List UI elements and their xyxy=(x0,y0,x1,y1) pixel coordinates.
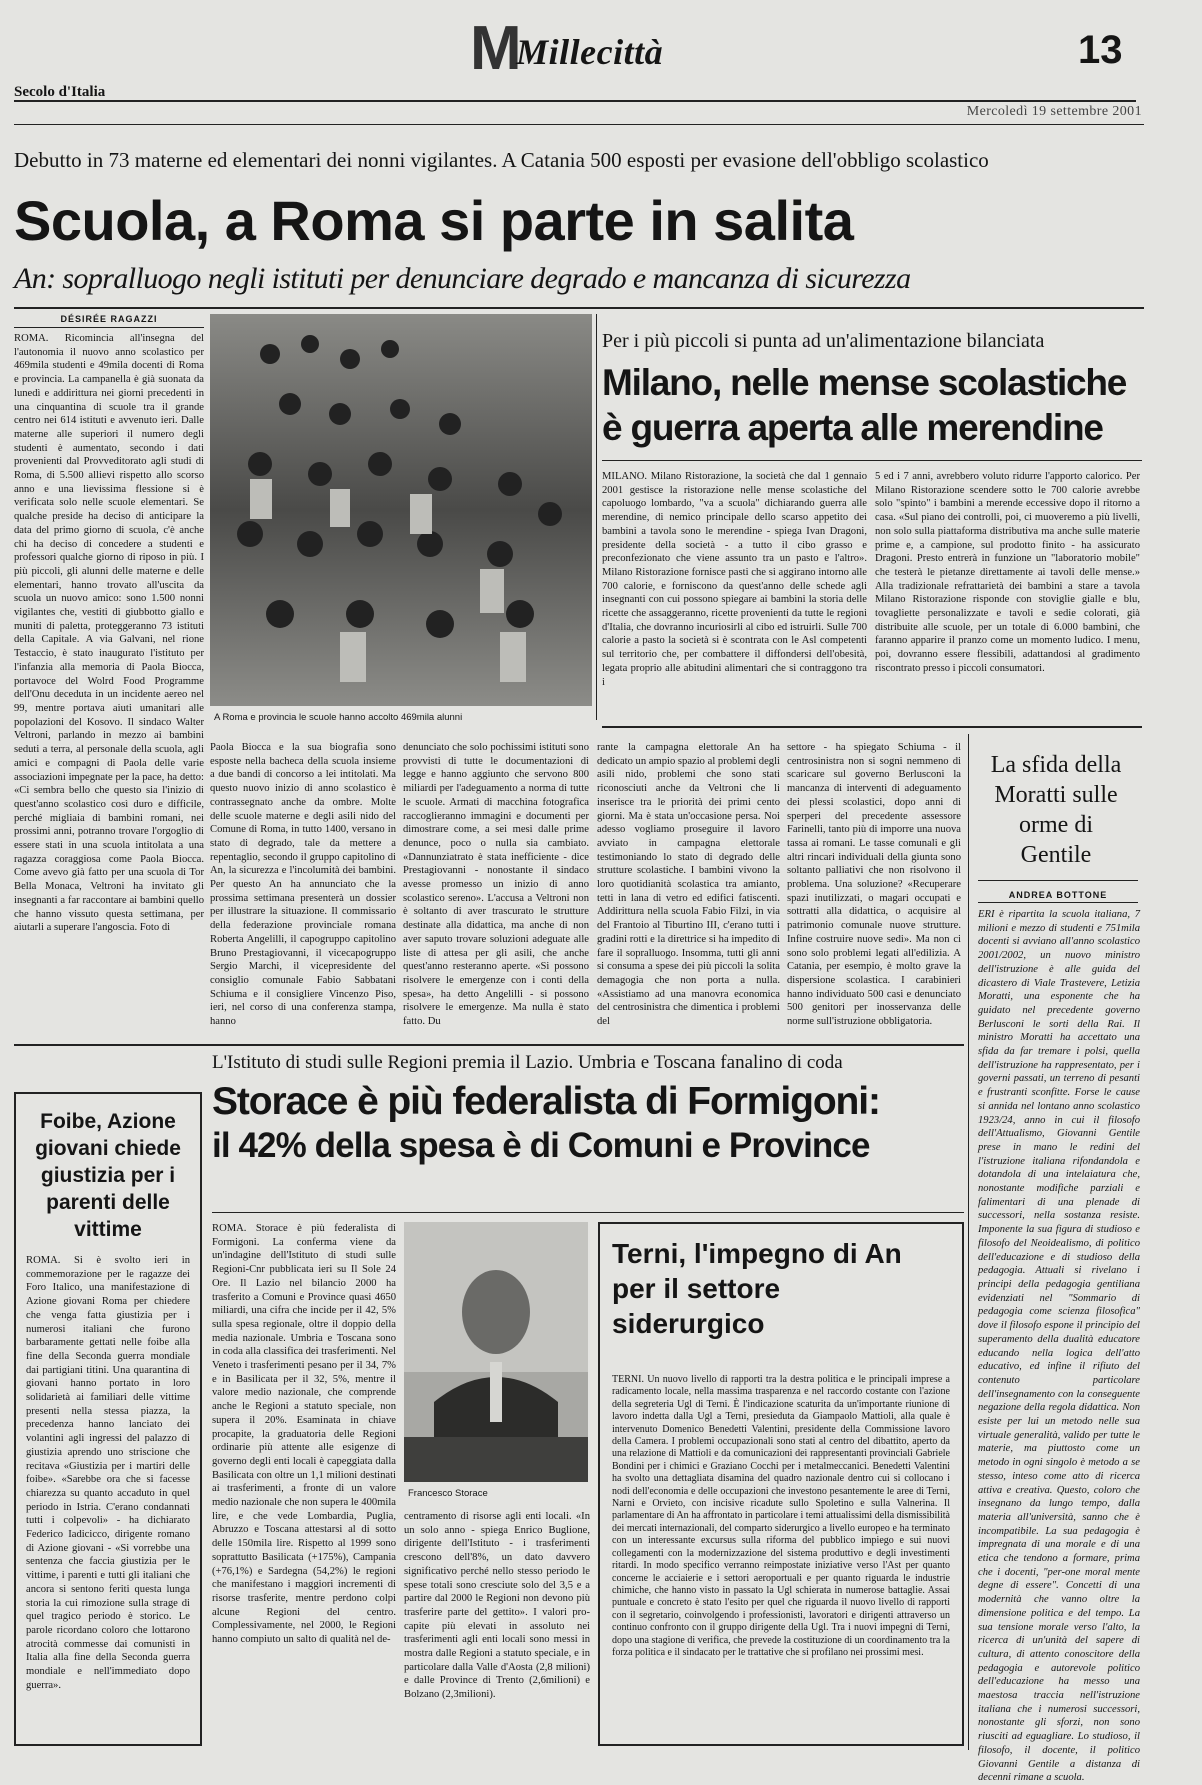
lead-col-5: settore - ha spiegato Schiuma - il centrosinistra non si sogni nemmeno di scaricare sul governo Berlusconi la mancanza di interventi di adeguamento dei plessi scolastici, dopo anni di sperperi del precedente assessore Farinelli, tanto più di imporre una nuova tassa ai romani. Le tasse comunali e gli altri rincari individuali della giunta sono soltanto palliativi che non risolvono il problema. Una soluzione? «Recuperare spazi inutilizzati, o magari occupati e sottratti alla didattica, o acquisire al patrimonio comunale nuove strutture. Infine costruire nuove sedi». Ma non ci sono solo problemi legati all'edilizia. A Catania, per esempio, è molto grave la dispersione scolastica. I carabinieri hanno individuato 500 casi e denunciato 500 genitori per inosservanza delle norme sull'istruzione obbligatoria. xyxy=(787,742,961,1028)
lead-photo-caption: A Roma e provincia le scuole hanno accolto 469mila alunni xyxy=(214,712,463,723)
terni-headline: Terni, l'impegno di An per il settore siderurgico xyxy=(612,1238,902,1339)
moratti-headline: La sfida della Moratti sulle orme di Gentile xyxy=(990,752,1122,868)
lead-headline: Scuola, a Roma si parte in salita xyxy=(14,189,854,252)
school-children-photo xyxy=(210,314,592,706)
storace-headline-line-1: Storace è più federalista di Formigoni: xyxy=(212,1080,880,1123)
lead-deck: An: sopralluogo negli istituti per denunciare degrado e mancanza di sicurezza xyxy=(14,262,911,295)
page-number: 13 xyxy=(1078,28,1123,72)
lead-col-1: ROMA. Ricomincia all'insegna del l'autonomia il nuovo anno scolastico per 469mila studenti e 49mila docenti di Roma e provincia. La campanella è già suonata da lunedì e addirittura nei giorni precedenti in una cinquantina di scuole tra il grande centro nei 614 istituti e avvenuto ieri. Dalle materne alle superiori il numero degli studenti è aumentato, secondo i dati provenienti dal Provveditorato agli studi di Roma, di 5.500 allievi rispetto allo scorso anno e una lievissima flessione si è verificata solo nelle scuole elementari. Se qualche preside ha deciso di anticipare la data del primo giorno di scuola, c'è anche chi ha deciso di concedere a studenti e professori qualche giorno di riposo in più. I più piccoli, gli alunni delle materne e delle elementari, hanno trovato all'uscita da scuola un nuovo amico: sono 1.500 nonni vigilantes che, vestiti di giubbotto giallo e muniti di paletta, proteggeranno 73 istituti della Capitale. A via Galvani, nel rione Testaccio, è stato inaugurato l'istituto per l'infanzia alla memoria di Paola Biocca, portavoce del Wolrd Food Programme dell'Onu deceduta in un incidente aereo nel 99, mentre portava aiuti umanitari alle popolazioni del Kosovo. Il sindaco Walter Veltroni, parlando in mezzo ai bambini seduti a terra, al personale della scuola, agli amici e compagni di Paola delle varie associazioni impegnate per la pace, ha detto: «Ci sembra bello che questo sia l'inizio di quest'anno scolastico così duro e difficile, perché migliaia di bambini romani, nei prossimi anni, potranno trovare l'orgoglio di essere stati in una scuola intitolata a una ragazza coraggiosa come Paola Biocca. Come avevo già fatto per una scuola di Tor Bella Monaca, Veltroni ha invitato gli insegnanti a far raccontare ai bambini quello che hanno vissuto questa settimana, per aiutarli a superare l'angoscia. Foto di xyxy=(14,333,204,934)
lead-col-3: denunciato che solo pochissimi istituti sono provvisti di tutte le documentazioni di legge e hanno aggiunto che servono 800 miliardi per l'adeguamento a norma di tutte le scuole. Armati di macchina fotografica raccoglieranno immagini e documenti per dimostrare come, a sei mesi dalle prime denunce, poco o nulla sia cambiato. «Dannunziatrato è stata inefficiente - dice Prestagiovanni - nonostante il sindaco avesse promesso un inizio di anno scolastico sereno». L'accusa a Veltroni non è soltanto di aver trascurato le strutture destinate alla didattica, ma anche di non aver saputo trovare soluzioni adeguate alle liste di attesa per gli asili, che anche quest'anno resteranno aperte. «Si possono risolvere le emergenze con i conti della spesa», ha detto Angelilli - si possono risolvere le emergenze. Ma nulla è stato fatto. Du xyxy=(403,742,589,1028)
milano-kicker: Per i più piccoli si punta ad un'alimentazione bilanciata xyxy=(602,330,1045,352)
storace-col-1: ROMA. Storace è più federalista di Formigoni. La conferma viene da un'indagine dell'Istituto di studi sulle Regioni-Cnr pubblicata ieri su Il Sole 24 Ore. Il Lazio nel bilancio 2000 ha trasferito a Comuni e Province quasi 4650 miliardi, una cifra che incide per il 42, 5% sulla spesa regionale, oltre il doppio della media nazionale. Umbria e Toscana sono in coda alla classifica dei trasferimenti. Nel Veneto i trasferimenti pesano per il 34, 7% e in Basilicata per il 32, 5%, mentre il valore medio nazionale, che comprende anche le Regioni a statuto speciale, non supera il 20%. Esaminata in chiave procapite, la graduatoria delle Regioni ordinarie più attente alle esigenze di governo degli enti locali è capeggiata dalla Basilicata con oltre un 1,1 milioni destinati ai trasferimenti, a fronte di un valore medio nazionale che non supera le 400mila lire, e che vede Lombardia, Puglia, Abruzzo e Toscana attestarsi al di sotto delle 150mila lire. Rispetto al 1999 sono soprattutto Basilicata (+175%), Campania (+76,1%) e Sardegna (54,2%) le regioni che manifestano i maggiori incrementi di risorse trasferite, mentre perdono colpi alcune Regioni del centro. Complessivamente, nel 2000, le Regioni hanno compiuto un salto di qualità nel de- xyxy=(212,1223,396,1646)
milano-col-2: 5 ed i 7 anni, avrebbero voluto ridurre l'apporto calorico. Per Milano Ristorazione scendere sotto le 700 calorie avrebbe solo "spinto" i bambini a merende eccessive dopo il ritorno a casa. «Sul piano dei controlli, poi, ci muoveremo a più livelli, non solo sulla piattaforma distributiva ma anche sulle materie prime e, a campione, sul prodotto finito - ha assicurato Dragoni. Presto entrerà in funzione un "laboratorio mobile" che testerà le pietanze direttamente ai tavoli delle mense.» Alla tradizionale refrattarietà dei bambini a stare a tavola Milano Ristorazione risponde con stoviglie gialle e blu, tovagliette personalizzate e tavoli e sedie colorati, già distribuite alle scuole, per un totale di 6.000 bambini, che faranno apparire il pranzo come un momento ludico. I menu, poi, dovranno essere flessibili, adattandosi al gradimento riscontrato presso i piccoli consumatori. xyxy=(875,471,1140,674)
lead-byline: DÉSIRÉE RAGAZZI xyxy=(60,314,158,324)
moratti-text: ERI è ripartita la scuola italiana, 7 milioni e mezzo di studenti e 751mila docenti si avviano all'anno scolastico 2001/2002, un nuovo ministro dell'istruzione è alle guida del dicastero di Viale Trastevere, Letizia Moratti, una esponente che ha guidato nel precedente governo Berlusconi le sorti della Rai. Il ministro Moratti ha accettato una sfida da far tremare i polsi, quella dell'istruzione ha rappresentato, per i governi passati, un terreno di pesanti e frustranti sconfitte. Forse le cause si annida nel lontano anno scolastico 1923/24, anno in cui il filosofo dell'Attualismo, Giovanni Gentile prese in mano le redini del l'istruzione italiana rifondandola e dotandola di una intelaiatura che, nonostante modifiche parziali e falimentari di una plenade di successori, nella sostanza resiste. Imponente la sua figura di studioso e filosofo del Neoidealismo, di politico dell'educazione e di studioso della pedagogia. Attuali si rivelano i principi della pedagogia gentiliana evidenziati nel "Sommario di pedagogia come scienza filosofica" dove il filosofo espone il principio del superamento della dualità educatore educando nella logica dell'atto educativo, ed infine il rifiuto del contenuto particolare dell'insegnamento con la conseguente negazione della regola didattica. Non esiste per lui un metodo nelle sua virtuale generalità, valido per tutte le materie, ma piuttosto come un metodo in ogni singolo è metodo a se stesso, inteso come atto di ricerca attiva e creativa. Questo, coloro che insegnano da lungo tempo, dalla materia all'università, sanno che è incompatibile. La sua pedagogia è impregnata di una morale e di una etica che tendono a formare, prima che i docenti, "per-one moral mente degne di essere". Concetti di una modernità che vanno oltre la dimensione politica e del tempo. La sua tensione morale verso l'alto, la ricerca di un'unità del sapere di cultura, di attento conoscitore della pedagogia e autorevole politico dell'educazione ha messo una maestosa traccia nell'istruzione italiana che i numerosi successori, nonostante gli sforzi, non sono riusciti ad eguagliare. Lo studioso, il filosofo, il docente, il politico Giovanni Gentile a distanza di decenni rimane a scuola. xyxy=(978,909,1140,1784)
moratti-byline: ANDREA BOTTONE xyxy=(1008,890,1108,900)
lead-kicker: Debutto in 73 materne ed elementari dei nonni vigilantes. A Catania 500 esposti per evasione dell'obbligo scolastico xyxy=(14,148,989,172)
school-children-photo-graphic xyxy=(210,314,592,706)
storace-photo-caption: Francesco Storace xyxy=(408,1488,488,1499)
issue-date: Mercoledì 19 settembre 2001 xyxy=(966,104,1142,119)
terni-text: TERNI. Un nuovo livello di rapporti tra la destra politica e le principali imprese a radicamento locale, nella massima trasparenza e nel raccordo costante con l'azione della segreteria Ugl di Terni. È l'indicazione scaturita da un'importante riunione di lavoro indetta dalla Ugl a Terni, presieduta da Giampaolo Mattioli, alla quale è intervenuto Domenico Benedetti Valentini, presidente della Commissione lavoro della Camera. I problemi occupazionali sono stati al centro del dibattito, aperto da una relazione di Mattioli e da comunicazioni dei rappresentanti provinciali Gabriele Bondini per i chimici e Graziano Cocchi per i metalmeccanici. Benedetti Valentini ha svolto una dettagliata disamina del quadro nazionale dentro cui si collocano i nodi dell'economia e delle occupazioni che investono pesantemente le aree di Terni, Narni e Orvieto, con incisive ricadute sullo Spoletino e sulla Valnerina. Il parlamentare di An ha affrontato in particolare i temi attualissimi della dismissibilità dei mercati internazionali, del comparto siderurgico a livello europeo e ha terminato con un interessante excursus sulla riforma del pubblico impiego e sui nuovi collegamenti con la modernizzazione del sistema produttivo e degli investimenti ritardi. In modo specifico verranno reimpostate iniziative verso l'Ast per quanto concerne le acciaierie e i settori aeroportuali e per quanto riguarda le industrie chimiche, che hanno visto in passato la Ugl schierata in numerose battaglie. Assai puntuale e concreto è stato l'esito per quel che riguarda il nuovo livello di rapporti con il segretario, coinvolgendo i professionisti, lavoratori e dirigenti attraverso un continuo confronto con il gruppo dirigente della Ugl. Tra i nuovi impegni di Terni, dopo una stagione di verifica, che prevede la costituzione di un coordinamento tra la forza politica e il sindacato per le trattative che si profilano nei prossimi mesi. xyxy=(612,1374,950,1658)
milano-col-1: MILANO. Milano Ristorazione, la società che dal 1 gennaio 2001 gestisce la ristorazione nelle mense scolastiche del capoluogo lombardo, "va a scuola" dichiarando guerra alle merendine, di nemico principale dello scarso appetito dei bambini a tavola sono le merendine - spiega Ivan Dragoni, presidente della società - a tutto il cibo grasso e preconfezionato che viene assunto tra un pasto e l'altro». Milano Ristorazione fornisce pasti che si aggirano intorno alle 700 calorie, e forniscono da quest'anno delle schede agli insegnanti con cui possono spiegare ai bambini la storia delle ricette che assaggeranno, ricette provenienti da tutte le regioni d'Italia, che dovranno incuriosirli al cibo ed istruirli. Sulle 700 calorie a pasto la società si è scontrata con le Asl competenti sul territorio che, per combattere il diffondersi dell'obesità, legata proprio alle abitudini alimentari che si contraggono tra i xyxy=(602,471,867,688)
section-title-text: Millecittà xyxy=(516,32,664,72)
terni-box xyxy=(598,1222,964,1746)
storace-portrait-graphic xyxy=(404,1222,588,1482)
paper-name: Secolo d'Italia xyxy=(14,84,106,100)
storace-headline-line-2: il 42% della spesa è di Comuni e Province xyxy=(212,1126,870,1165)
lead-col-2: Paola Biocca e la sua biografia sono esposte nella bacheca della scuola insieme a due bandi di concorso a lei intitolati. Ma questo nuovo inizio di anno scolastico è contrassegnato anche da ombre. Molte delle scuole materne e degli asili nido del Comune di Roma, in tutto 1400, versano in stato di degrado, tale da mettere a repentaglio, secondo il gruppo capitolino di An, la sicurezza e l'incolumità dei bambini. Per questo An ha annunciato che la prossima settimana presenterà un dossier per illustrare la situazione. Il commissario della federazione provinciale romana Roberta Angelilli, il capogruppo capitolino Bruno Prestagiovanni, il vicecapogruppo Sergio Marchi, il vicepresidente del consiglio comunale Fabio Sabbatani Schiuma e il consigliere Vincenzo Piso, ieri, nel corso di una conferenza stampa, hanno xyxy=(210,742,396,1028)
section-logo-mark: M xyxy=(470,14,523,83)
foibe-headline: Foibe, Azione giovani chiede giustizia per i parenti delle vittime xyxy=(35,1110,181,1241)
foibe-text: ROMA. Si è svolto ieri in commemorazione per le ragazze dei Foro Italico, una manifestazione di Azione giovani Roma per chiedere che venga fatta giustizia per i numerosi italiani che furono barbaramente gettati nelle foibe alla fine della Seconda guerra mondiale dai partigiani titini. Una quarantina di giovani hanno portato in loro solidarietà ai familiari delle vittime presenti nella stessa piazza, la precedenza hanno lanciato dei volantini agli ingressi del palazzo di giustizia aprendo uno striscione che recitava «Giustizia per i martiri delle foibe». «Sarebbe ora che si facesse chiarezza su quanto accaduto in quel periodo in Istria. C'erano condannati tutti i colpevoli» - ha dichiarato Federico Iadicicco, dirigente romano di Azione giovani - «Si vorrebbe una sentenza che faccia giustizia per le vittime, i parenti e tutti gli italiani che ancora si sentono feriti questa lunga storia la cui rimozione sulla strage di quel tragico periodo è storico. Le parole ricordano coloro che lottarono atrocità commesse dai comunisti in Italia alla fine della Seconda guerra mondiale e nell'immediato dopo guerra». xyxy=(26,1255,190,1691)
foibe-box xyxy=(14,1092,202,1746)
storace-portrait xyxy=(404,1222,588,1482)
lead-col-4: rante la campagna elettorale An ha dedicato un ampio spazio al problemi degli asili nido, problemi che sono stati riconosciuti anche da Veltroni che li inserisce tra le priorità dei primi cento giorni. Ma è stata un'occasione persa. Noi adesso vogliamo proseguire il lavoro avviato in campagna elettorale testimoniando lo stato di degrado delle strutture scolastiche. I bambini vivono la loro quotidianità scolastica tra amianto, tetti in lana di vetro ed edifici fatiscenti. Addirittura nella scuola Fabio Filzi, in via del Frantoio al Tiburtino III, c'erano tutti i gradini rotti e la direttrice si ha impedito di fare il sopralluogo. Insomma, tutti gli anni si consuma a spese dei più piccoli la solita demagogia che non porta a nulla. «Assistiamo ad una manovra economica del centrosinistra che dimentica i problemi del xyxy=(597,742,780,1028)
section-title xyxy=(470,14,664,83)
milano-headline: Milano, nelle mense scolastiche è guerra aperta alle merendine xyxy=(602,362,1127,448)
storace-kicker: L'Istituto di studi sulle Regioni premia il Lazio. Umbria e Toscana fanalino di coda xyxy=(212,1052,843,1073)
storace-col-2: centramento di risorse agli enti locali. «In un solo anno - spiega Enrico Buglione, dirigente dell'Istituto - i trasferimenti crescono dell'8%, un dato davvero significativo perché nello stesso periodo le spese totali sono cresciute solo del 3,5 e a partire dal 2000 le Regioni non devono più trasferire parte del gettito». I valori pro-capite più elevati in assoluto nei trasferimenti agli enti locali sono messi in mostra dalle Regioni a statuto speciale, e in particolare dalla Valle d'Aosta (2,8 milioni) e dalle Province di Trento (2,6milioni) e Bolzano (2,3milioni). xyxy=(404,1511,590,1701)
masthead xyxy=(0,0,1202,128)
